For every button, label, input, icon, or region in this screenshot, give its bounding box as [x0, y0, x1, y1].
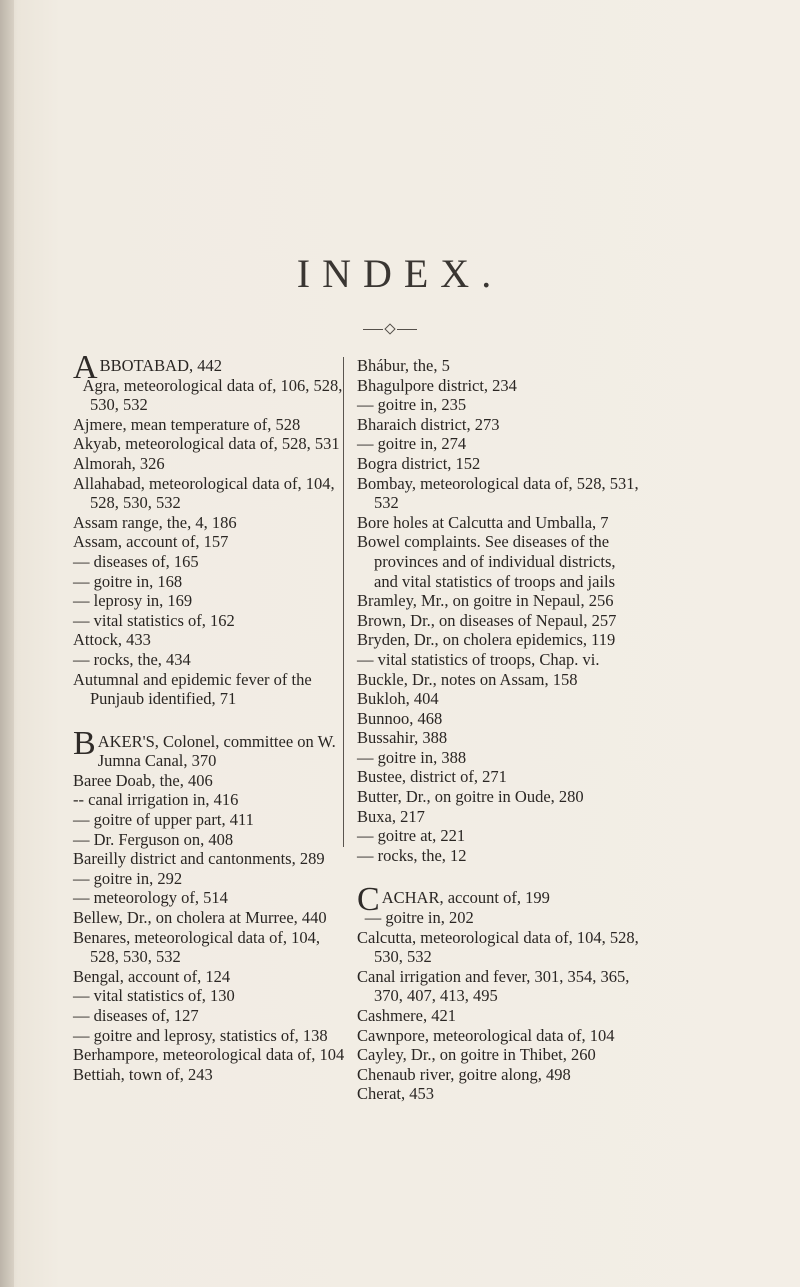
index-entry: Assam, account of, 157	[73, 532, 229, 552]
index-entry: Allahabad, meteorological data of, 104, 528, 530, 532	[73, 473, 335, 513]
index-entry: — goitre in, 274	[357, 434, 467, 454]
index-entry: Cashmere, 421	[357, 1006, 456, 1025]
page-edge-shadow	[0, 0, 14, 1287]
index-entry: — diseases of, 165	[73, 551, 199, 571]
index-entry: Bhábur, the, 5	[357, 356, 450, 375]
index-entry: — Dr. Ferguson on, 408	[73, 829, 234, 849]
index-entry: Bettiah, town of, 243	[73, 1064, 213, 1084]
index-entry: — diseases of, 127	[73, 1006, 199, 1025]
index-column-right	[357, 356, 639, 1104]
index-entry: — meteorology of, 514	[73, 888, 228, 908]
index-entry: Buxa, 217	[357, 806, 425, 826]
index-entry: Calcutta, meteorological data of, 104, 528, 530, 532	[357, 927, 639, 967]
index-entry: Bowel complaints. See diseases of the provinces and of individual districts, and vital statistics of troops and jails	[357, 532, 616, 591]
index-entry: Bramley, Mr., on goitre in Nepaul, 256	[357, 591, 614, 611]
index-entry: — goitre and leprosy, statistics of, 138	[73, 1025, 328, 1045]
index-entry: Akyab, meteorological data of, 528, 531	[73, 434, 340, 454]
index-entry: Agra, meteorological data of, 106, 528, 530, 532	[82, 375, 343, 415]
index-entry: -- canal irrigation in, 416	[73, 790, 239, 810]
section-gap	[73, 709, 345, 732]
drop-cap-letter: C	[357, 881, 380, 919]
index-entry: Cherat, 453	[357, 1084, 434, 1104]
index-entry-text: BBOTABAD, 442	[99, 356, 222, 375]
index-entry: Bunnoo, 468	[357, 708, 443, 728]
index-entry: — goitre at, 221	[357, 826, 466, 846]
index-entry: — goitre in, 202	[364, 908, 474, 928]
index-column-left	[73, 349, 345, 1084]
drop-cap-letter: B	[73, 724, 96, 762]
index-entry: — leprosy in, 169	[73, 591, 193, 611]
index-entry: Buckle, Dr., notes on Assam, 158	[357, 669, 578, 689]
index-entry: Bryden, Dr., on cholera epidemics, 119	[357, 630, 616, 650]
index-entry: Butter, Dr., on goitre in Oude, 280	[357, 787, 584, 807]
index-entry: Almorah, 326	[73, 453, 165, 473]
index-entry: Ajmere, mean temperature of, 528	[73, 414, 301, 434]
index-entry: — goitre in, 235	[357, 395, 467, 415]
index-entry: Chenaub river, goitre along, 498	[357, 1064, 571, 1084]
index-entry: Berhampore, meteorological data of, 104	[73, 1045, 345, 1065]
index-entry: Bogra district, 152	[357, 453, 481, 473]
index-entry-lead	[73, 724, 345, 771]
index-entry: — goitre in, 292	[73, 868, 183, 888]
index-entry: Bharaich district, 273	[357, 414, 500, 434]
index-entry: — goitre in, 168	[73, 571, 183, 591]
index-entry: Bustee, district of, 271	[357, 767, 507, 787]
index-entry: Assam range, the, 4, 186	[73, 512, 237, 532]
index-entry: Cayley, Dr., on goitre in Thibet, 260	[357, 1045, 596, 1065]
index-entry: Canal irrigation and fever, 301, 354, 365, 370, 407, 413, 495	[357, 966, 630, 1006]
index-entry: — goitre of upper part, 411	[73, 810, 254, 830]
index-entry: Bengal, account of, 124	[73, 966, 231, 986]
index-entry: — rocks, the, 434	[73, 649, 191, 669]
index-entry: Cawnpore, meteorological data of, 104	[357, 1025, 615, 1045]
index-entry-lead	[73, 349, 345, 386]
index-entry: Bukloh, 404	[357, 689, 439, 709]
page-title: INDEX.	[296, 251, 504, 296]
index-entry-text: AKER'S, Colonel, committee on W. Jumna Canal, 370	[97, 731, 336, 771]
index-entry: Bore holes at Calcutta and Umballa, 7	[357, 512, 609, 532]
index-entry: Brown, Dr., on diseases of Nepaul, 257	[357, 610, 617, 630]
index-entry: Benares, meteorological data of, 104, 528, 530, 532	[73, 927, 320, 967]
index-entry: Bareilly district and cantonments, 289	[73, 849, 325, 869]
index-entry: Attock, 433	[73, 630, 151, 650]
index-entry: Bombay, meteorological data of, 528, 531, 532	[357, 473, 639, 513]
index-entry: — vital statistics of troops, Chap. vi.	[357, 649, 600, 669]
index-entry: Bellew, Dr., on cholera at Murree, 440	[73, 908, 327, 928]
index-entry: Bhagulpore district, 234	[357, 375, 517, 395]
index-entry: — vital statistics of, 130	[73, 986, 235, 1006]
index-entry: — vital statistics of, 162	[73, 610, 235, 630]
drop-cap-letter: A	[73, 349, 98, 386]
index-entry-text: ACHAR, account of, 199	[381, 888, 550, 908]
index-entry: Bussahir, 388	[357, 728, 448, 748]
index-entry: Autumnal and epidemic fever of the Punjaub identified, 71	[73, 669, 312, 709]
index-entry: — rocks, the, 12	[357, 845, 467, 865]
section-gap	[357, 865, 639, 888]
index-entry: Baree Doab, the, 406	[73, 770, 213, 790]
title-ornament	[363, 324, 417, 334]
index-entry: — goitre in, 388	[357, 747, 467, 767]
